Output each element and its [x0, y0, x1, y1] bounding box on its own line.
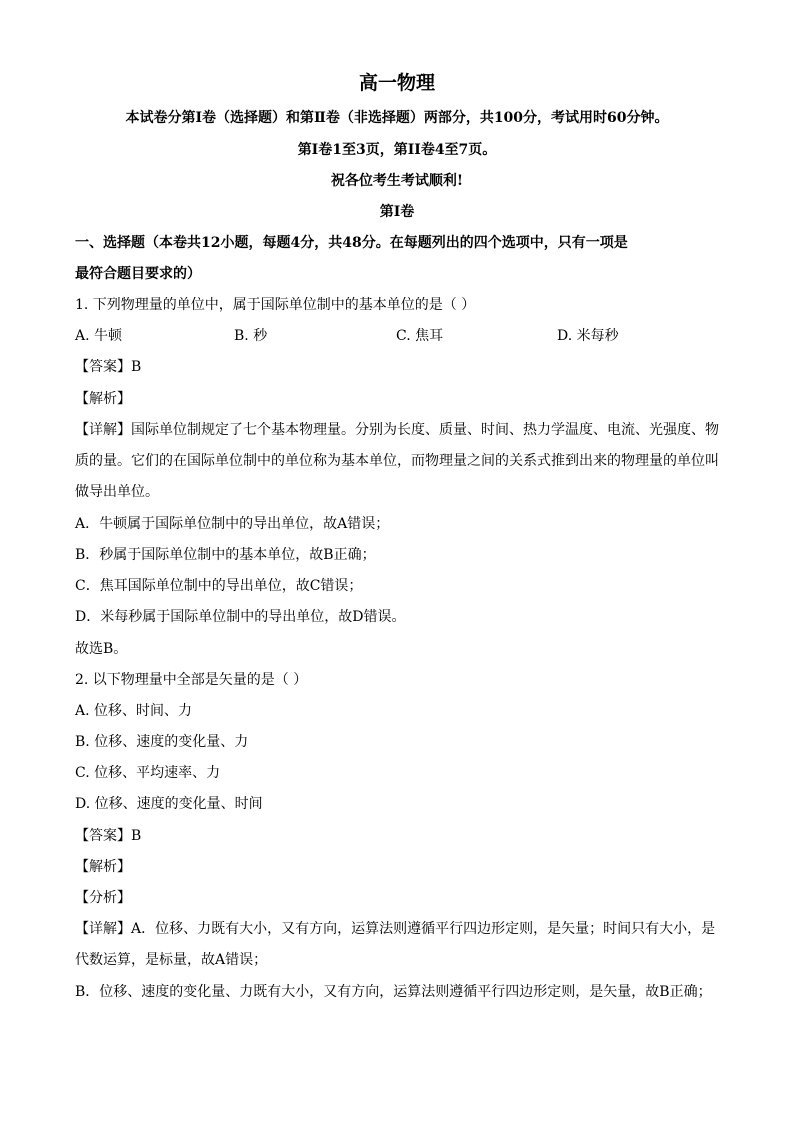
q2-fenxi-label: 【分析】	[75, 890, 131, 906]
q1-explain-b: B．秒属于国际单位制中的基本单位，故B正确；	[75, 547, 376, 563]
section-heading-line-2: 最符合题目要求的）	[75, 266, 201, 282]
q1-choose: 故选B。	[75, 641, 128, 657]
q1-detail-line-3: 做导出单位。	[75, 484, 159, 500]
q1-detail-line-2: 质的量。它们的在国际单位制中的单位称为基本单位，而物理量之间的关系式推到出来的物理量的单位叫	[75, 453, 719, 469]
q2-option-c: C. 位移、平均速率、力	[75, 765, 221, 781]
q2-detail-line-3: B．位移、速度的变化量、力既有大小，又有方向，运算法则遵循平行四边形定则，是矢量，故B正确；	[75, 984, 712, 1000]
q1-explain-d: D．米每秒属于国际单位制中的导出单位，故D错误。	[75, 609, 406, 625]
q2-option-a: A. 位移、时间、力	[75, 703, 193, 719]
wish-line: 祝各位考生考试顺利!	[330, 173, 464, 189]
q1-detail-line-1: 【详解】国际单位制规定了七个基本物理量。分别为长度、质量、时间、热力学温度、电流、光强度、物	[75, 422, 719, 438]
q1-analysis-label: 【解析】	[75, 391, 131, 407]
intro-line-1: 本试卷分第Ⅰ卷（选择题）和第Ⅱ卷（非选择题）两部分，共100分，考试用时60分钟。	[125, 110, 669, 126]
q1-explain-a: A．牛顿属于国际单位制中的导出单位，故A错误；	[75, 516, 390, 532]
q2-analysis-label: 【解析】	[75, 859, 131, 875]
section-heading-line-1: 一、选择题（本卷共12小题，每题4分，共48分。在每题列出的四个选项中，只有一项是	[75, 235, 628, 251]
q2-option-b: B. 位移、速度的变化量、力	[75, 734, 249, 750]
page-title: 高一物理	[358, 72, 435, 94]
part-title: 第Ⅰ卷	[379, 204, 415, 220]
question-1-stem: 1. 下列物理量的单位中，属于国际单位制中的基本单位的是（ ）	[75, 297, 476, 313]
q2-detail-line-1: 【详解】A．位移、力既有大小，又有方向，运算法则遵循平行四边形定则，是矢量；时间只有大小，是	[75, 921, 716, 937]
q2-option-d: D. 位移、速度的变化量、时间	[75, 796, 263, 812]
q1-option-c: C. 焦耳	[396, 328, 444, 344]
q1-explain-c: C．焦耳国际单位制中的导出单位，故C错误；	[75, 578, 363, 594]
q1-option-a: A. 牛顿	[75, 328, 123, 344]
q1-option-d: D. 米每秒	[557, 328, 619, 344]
q1-option-b: B. 秒	[234, 328, 268, 344]
q1-answer: 【答案】B	[75, 359, 142, 375]
q2-answer: 【答案】B	[75, 828, 142, 844]
question-2-stem: 2. 以下物理量中全部是矢量的是（ ）	[75, 672, 308, 688]
q2-detail-line-2: 代数运算，是标量，故A错误；	[75, 952, 268, 968]
intro-line-2: 第Ⅰ卷1至3页，第II卷4至7页。	[297, 142, 497, 158]
